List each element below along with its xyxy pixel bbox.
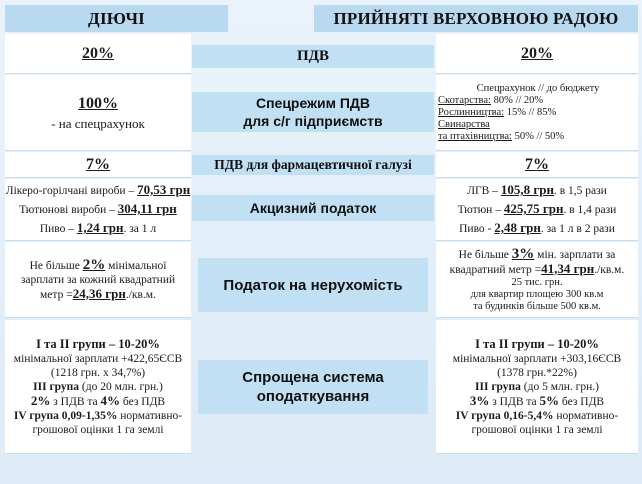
beer-value: 1,24 грн [76, 220, 124, 235]
property-min-wage: мінімальної [105, 259, 167, 272]
left-property-line1 [30, 258, 167, 273]
property-per-meter: квадратний метр = [449, 263, 542, 276]
right-excise-cell [436, 179, 638, 241]
left-property-line2: зарплати за кожний квадратний [20, 273, 176, 286]
row-label-excise [192, 195, 434, 221]
right-property-line5: та будинків більше 500 кв.м. [473, 300, 601, 312]
property-prefix: Не більше [29, 259, 83, 272]
tobacco-label: Тютюн – [457, 204, 504, 216]
right-simplified-group4 [456, 409, 618, 423]
alcohol-label: Лікеро-горілчані вироби – [5, 185, 138, 197]
left-simplified-minwage: мінімальної зарплати +422,65ЄСВ [13, 352, 183, 365]
right-special-vat-line4 [438, 131, 564, 143]
right-special-vat-cell [436, 75, 638, 151]
property-rate: 2% [82, 256, 106, 273]
group3-label: ІІІ група [475, 380, 521, 393]
group4-rate: IV група 0,09-1,35% [13, 409, 118, 422]
livestock-label: Скотарства: [438, 94, 491, 106]
left-simplified-group4 [14, 409, 182, 423]
row-label-simplified-line1: Спрощена система [242, 369, 384, 386]
left-excise-cell [5, 179, 191, 241]
right-simplified-group3-rates [470, 394, 604, 409]
beer-change: . за 1 л в 2 рази [540, 223, 615, 235]
right-property-line3: 25 тис. грн. [511, 276, 563, 288]
group4-rate: IV група 0,16-5,4% [455, 409, 554, 422]
left-excise-beer [40, 221, 156, 236]
poultry-value: 50% // 50% [511, 130, 565, 142]
row-label-pharma-text: ПДВ для фармацевтичної галузі [214, 157, 412, 172]
right-excise-tobacco [458, 202, 617, 217]
left-vat-cell [5, 34, 191, 74]
right-pharma-rate: 7% [525, 155, 549, 173]
crops-label: Рослинництва: [438, 106, 505, 118]
header-current-label: ДІЮЧІ [88, 8, 145, 28]
rate-with-vat: 3% [469, 392, 490, 408]
property-rate: 3% [511, 245, 535, 262]
row-label-pharma [192, 155, 434, 175]
right-excise-alcohol [467, 183, 607, 198]
group3-limit: (до 20 млн. грн.) [79, 380, 163, 393]
left-special-vat-cell [5, 75, 191, 151]
right-property-cell [436, 242, 638, 318]
left-pharma-cell [5, 152, 191, 178]
row-label-special-vat-line1: Спецрежим ПДВ [255, 95, 371, 111]
row-label-special-vat [192, 92, 434, 132]
beer-label: Пиво – [39, 223, 77, 235]
alcohol-change: . в 1,5 рази [553, 185, 607, 197]
group3-label: ІІІ група [33, 380, 80, 393]
right-special-vat-title: Спецрахунок // до бюджету [476, 82, 600, 94]
right-vat-cell [436, 34, 638, 74]
rate-without-vat: 5% [539, 392, 560, 408]
left-vat-rate: 20% [82, 44, 114, 62]
row-label-simplified-line2: оподаткування [256, 388, 370, 405]
left-simplified-group3 [33, 380, 163, 394]
left-excise-tobacco [19, 202, 176, 217]
left-simplified-calc: (1218 грн. х 34,7%) [50, 366, 146, 379]
left-special-vat-rate: 100% [78, 94, 118, 112]
group4-basis: нормативно- [553, 409, 619, 422]
right-special-vat-line3: Свинарства [438, 118, 490, 130]
right-simplified-group3 [475, 380, 599, 394]
row-label-special-vat-line2: для с/г підприємств [243, 113, 383, 129]
property-min-wage: мін. зарплати за [534, 248, 616, 261]
property-unit: ./кв.м. [125, 288, 156, 301]
row-label-property-text: Податок на нерухомість [223, 276, 403, 294]
rate-without-vat: 4% [100, 392, 121, 408]
crops-value: 15% // 85% [504, 106, 557, 118]
property-value: 24,36 грн [72, 285, 126, 301]
property-value: 41,34 грн [541, 260, 595, 276]
rate-with-vat: 2% [30, 392, 51, 408]
right-simplified-groups12: І та ІІ групи – 10-20% [475, 336, 599, 351]
row-label-simplified [198, 360, 428, 414]
left-simplified-groups12: І та ІІ групи – 10-20% [36, 336, 160, 351]
header-current [5, 5, 228, 32]
with-vat-text: з ПДВ та [489, 395, 540, 408]
right-vat-rate: 20% [521, 44, 553, 62]
left-simplified-group4-cont: грошової оцінки 1 га землі [32, 423, 164, 436]
right-special-vat-line1 [438, 95, 543, 107]
row-label-property [198, 258, 428, 312]
beer-unit: . за 1 л [123, 223, 157, 235]
row-label-vat [192, 45, 434, 68]
right-simplified-calc: (1378 грн.*22%) [497, 366, 577, 379]
tobacco-value: 425,75 грн [503, 201, 564, 216]
left-property-line3 [40, 287, 156, 302]
row-label-excise-text: Акцизний податок [249, 200, 377, 216]
without-vat-text: без ПДВ [120, 395, 166, 408]
right-simplified-group4-cont: грошової оцінки 1 га землі [471, 423, 603, 436]
left-simplified-group3-rates [31, 394, 165, 409]
header-adopted-label: ПРИЙНЯТІ ВЕРХОВНОЮ РАДОЮ [333, 8, 619, 28]
beer-label: Пиво - [459, 223, 495, 235]
tobacco-label: Тютюнові вироби – [19, 204, 118, 216]
right-property-line2 [450, 262, 625, 277]
alcohol-value: 105,8 грн [500, 182, 554, 197]
beer-value: 2,48 грн [494, 220, 541, 235]
left-excise-alcohol [6, 183, 190, 198]
poultry-label: та птахівництва: [438, 130, 512, 142]
property-per-meter: метр = [40, 288, 73, 301]
group4-basis: нормативно- [117, 409, 183, 422]
right-simplified-minwage: мінімальної зарплати +303,16ЄСВ [452, 352, 622, 365]
property-unit: ./кв.м. [594, 263, 625, 276]
alcohol-label: ЛГВ – [467, 185, 501, 197]
tobacco-change: . в 1,4 рази [563, 204, 617, 216]
left-pharma-rate: 7% [86, 155, 110, 173]
header-adopted [314, 5, 638, 32]
right-property-line1 [459, 247, 616, 262]
alcohol-value: 70,53 грн [137, 182, 191, 197]
row-label-vat-text: ПДВ [297, 48, 329, 64]
right-simplified-cell [436, 320, 638, 454]
right-special-vat-line2 [438, 107, 556, 119]
right-pharma-cell [436, 152, 638, 178]
without-vat-text: без ПДВ [559, 395, 605, 408]
right-excise-beer [459, 221, 615, 236]
left-property-cell [5, 242, 191, 318]
property-prefix: Не більше [458, 248, 512, 261]
tobacco-value: 304,11 грн [117, 201, 177, 216]
left-simplified-cell [5, 320, 191, 454]
left-special-vat-note: - на спецрахунок [51, 115, 145, 131]
livestock-value: 80% // 20% [490, 94, 544, 106]
group3-limit: (до 5 млн. грн.) [520, 380, 599, 393]
right-property-line4: для квартир площею 300 кв.м [470, 288, 604, 300]
with-vat-text: з ПДВ та [50, 395, 101, 408]
